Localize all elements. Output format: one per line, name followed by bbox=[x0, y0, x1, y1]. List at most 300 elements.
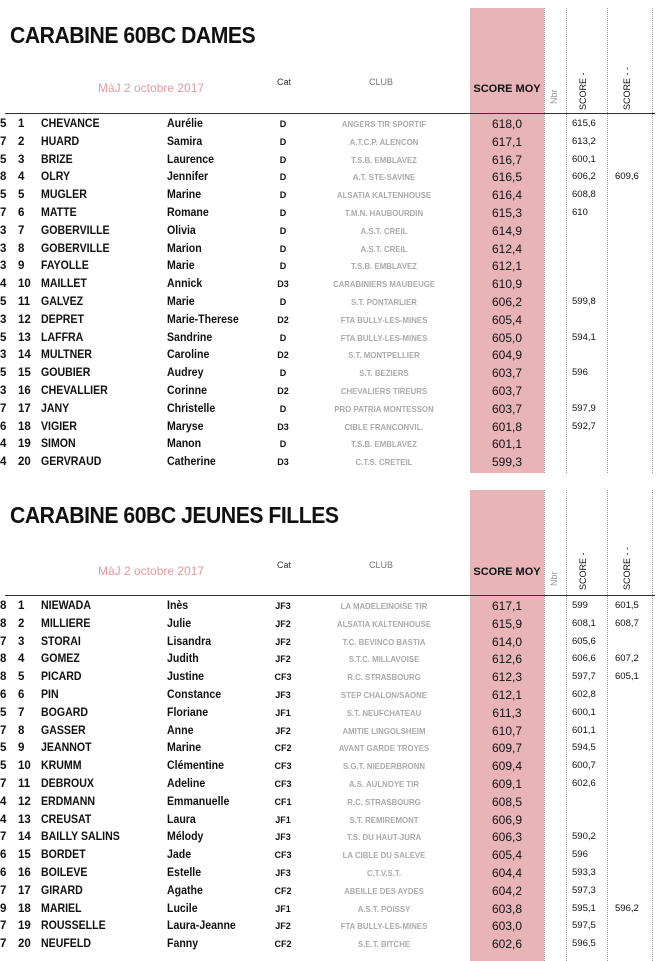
header-cat: Cat bbox=[277, 560, 292, 570]
table-row bbox=[0, 240, 660, 258]
header-divider bbox=[5, 113, 655, 114]
rank-cell: 2 bbox=[18, 135, 25, 148]
first-name-cell: Christelle bbox=[167, 402, 216, 415]
first-name-cell: Sandrine bbox=[167, 331, 213, 344]
category-cell: JF1 bbox=[275, 903, 291, 914]
last-name-cell: FAYOLLE bbox=[41, 260, 89, 273]
first-name-cell: Marine bbox=[167, 189, 202, 202]
last-name-cell: GOMEZ bbox=[41, 653, 80, 666]
first-name-cell: Judith bbox=[167, 653, 199, 666]
count-cell: 5 bbox=[0, 295, 7, 308]
average-score-cell: 609,7 bbox=[491, 741, 523, 756]
club-cell: A.S. AULNOYE TIR bbox=[348, 778, 420, 789]
last-name-cell: DEBROUX bbox=[41, 777, 94, 790]
score-1-cell: 602,6 bbox=[572, 777, 596, 789]
rank-cell: 15 bbox=[18, 849, 31, 862]
category-cell: D bbox=[279, 225, 287, 236]
count-cell: 7 bbox=[0, 920, 7, 933]
table-row bbox=[0, 686, 660, 704]
average-score-cell: 618,0 bbox=[491, 117, 523, 131]
last-name-cell: MULTNER bbox=[41, 349, 92, 362]
table-row bbox=[0, 917, 660, 935]
last-name-cell: LAFFRA bbox=[41, 331, 84, 344]
count-cell: 3 bbox=[0, 242, 7, 255]
club-cell: ALSATIA KALTENHOUSE bbox=[336, 190, 432, 201]
last-name-cell: GASSER bbox=[41, 724, 86, 737]
club-cell: T.S.B. EMBLAVEZ bbox=[351, 154, 417, 165]
count-cell: 4 bbox=[0, 278, 7, 291]
first-name-cell: Fanny bbox=[167, 938, 199, 951]
table-row bbox=[0, 900, 660, 918]
club-cell: T.S.B. EMBLAVEZ bbox=[351, 439, 417, 450]
last-name-cell: JANY bbox=[41, 402, 70, 415]
club-cell: CIBLE FRANCONVIL. bbox=[344, 421, 424, 432]
last-name-cell: GALVEZ bbox=[41, 295, 84, 308]
club-cell: ALSATIA KALTENHOUSE bbox=[336, 618, 432, 629]
table-row bbox=[0, 346, 660, 364]
club-cell: S.T.C. MILLAVOISE bbox=[348, 654, 420, 665]
count-cell: 5 bbox=[0, 118, 7, 130]
category-cell: D bbox=[279, 119, 287, 129]
category-cell: CF2 bbox=[274, 939, 292, 950]
rank-cell: 9 bbox=[18, 260, 25, 273]
score-1-cell: 596 bbox=[572, 367, 588, 379]
club-cell: R.C. STRASBOURG bbox=[347, 672, 421, 683]
first-name-cell: Laura-Jeanne bbox=[167, 920, 236, 933]
last-name-cell: JEANNOT bbox=[41, 742, 92, 755]
first-name-cell: Maryse bbox=[167, 420, 204, 433]
score-2-cell: 609,6 bbox=[615, 171, 639, 183]
rank-cell: 16 bbox=[18, 384, 31, 397]
average-score-cell: 612,4 bbox=[491, 241, 523, 256]
club-cell: AVANT GARDE TROYES bbox=[338, 743, 430, 754]
rank-cell: 12 bbox=[18, 313, 31, 326]
category-cell: CF2 bbox=[274, 743, 292, 754]
count-cell: 3 bbox=[0, 313, 7, 326]
first-name-cell: Audrey bbox=[167, 367, 204, 380]
rank-cell: 13 bbox=[18, 813, 31, 826]
last-name-cell: DEPRET bbox=[41, 313, 84, 326]
average-score-cell: 609,1 bbox=[491, 776, 523, 791]
rank-cell: 4 bbox=[18, 653, 25, 666]
category-cell: CF3 bbox=[274, 778, 292, 789]
table-row bbox=[0, 739, 660, 757]
table-row bbox=[0, 222, 660, 240]
average-score-cell: 603,7 bbox=[491, 383, 523, 398]
last-name-cell: GOUBIER bbox=[41, 367, 91, 380]
rank-cell: 3 bbox=[18, 153, 25, 166]
first-name-cell: Caroline bbox=[167, 349, 210, 362]
table-row bbox=[0, 633, 660, 651]
first-name-cell: Lisandra bbox=[167, 635, 212, 648]
count-cell: 8 bbox=[0, 617, 7, 630]
last-name-cell: NIEWADA bbox=[41, 600, 91, 612]
rank-cell: 18 bbox=[18, 902, 31, 915]
rank-cell: 5 bbox=[18, 189, 25, 202]
last-name-cell: MATTE bbox=[41, 206, 77, 219]
club-cell: ABEILLE DES AYDES bbox=[344, 885, 424, 896]
table-row bbox=[0, 882, 660, 900]
first-name-cell: Lucile bbox=[167, 902, 198, 915]
score-1-cell: 602,8 bbox=[572, 688, 596, 700]
rank-cell: 17 bbox=[18, 884, 31, 897]
count-cell: 3 bbox=[0, 224, 7, 237]
table-row bbox=[0, 133, 660, 151]
club-cell: T.C. BEVINCO BASTIA bbox=[342, 636, 426, 647]
rank-cell: 10 bbox=[18, 760, 31, 773]
first-name-cell: Mélody bbox=[167, 831, 204, 844]
average-score-cell: 615,9 bbox=[491, 616, 523, 631]
table-row bbox=[0, 668, 660, 686]
category-cell: D bbox=[279, 154, 287, 165]
category-cell: JF1 bbox=[275, 707, 291, 718]
category-cell: D bbox=[279, 296, 287, 307]
last-name-cell: GOBERVILLE bbox=[41, 242, 110, 255]
first-name-cell: Agathe bbox=[167, 884, 203, 897]
category-cell: JF2 bbox=[275, 725, 291, 736]
average-score-cell: 601,1 bbox=[491, 437, 523, 452]
table-row bbox=[0, 364, 660, 382]
rank-cell: 20 bbox=[18, 938, 31, 951]
first-name-cell: Estelle bbox=[167, 866, 202, 879]
club-cell: LA CIBLE DU SALEVE bbox=[342, 850, 426, 861]
rank-cell: 3 bbox=[18, 635, 25, 648]
club-cell: A.S.T. POISSY bbox=[357, 903, 411, 914]
count-cell: 7 bbox=[0, 402, 7, 415]
first-name-cell: Corinne bbox=[167, 384, 207, 397]
rank-cell: 12 bbox=[18, 795, 31, 808]
category-cell: CF1 bbox=[274, 796, 292, 807]
score-1-cell: 593,3 bbox=[572, 866, 596, 878]
table-row bbox=[0, 329, 660, 347]
category-cell: D bbox=[279, 172, 287, 183]
table-row bbox=[0, 435, 660, 453]
last-name-cell: MARIEL bbox=[41, 902, 82, 915]
last-name-cell: BOILEVE bbox=[41, 866, 88, 879]
club-cell: FTA BULLY-LES-MINES bbox=[340, 921, 428, 932]
first-name-cell: Floriane bbox=[167, 706, 209, 719]
header-score-1: SCORE - bbox=[578, 552, 588, 590]
average-score-cell: 605,0 bbox=[491, 330, 523, 345]
last-name-cell: GERVRAUD bbox=[41, 456, 102, 469]
table-row bbox=[0, 864, 660, 882]
score-1-cell: 596,5 bbox=[572, 938, 596, 950]
count-cell: 6 bbox=[0, 849, 7, 862]
header-nbr: Nbr bbox=[549, 89, 559, 104]
count-cell: 8 bbox=[0, 600, 7, 612]
table-row bbox=[0, 650, 660, 668]
last-name-cell: ERDMANN bbox=[41, 795, 96, 808]
average-score-cell: 617,1 bbox=[491, 599, 523, 613]
average-score-cell: 603,0 bbox=[491, 919, 523, 934]
count-cell: 5 bbox=[0, 367, 7, 380]
count-cell: 5 bbox=[0, 331, 7, 344]
category-cell: CF2 bbox=[274, 885, 292, 896]
table-row bbox=[0, 775, 660, 793]
count-cell: 6 bbox=[0, 866, 7, 879]
rank-cell: 7 bbox=[18, 706, 25, 719]
average-score-cell: 610,9 bbox=[491, 277, 523, 292]
average-score-cell: 608,5 bbox=[491, 794, 523, 809]
rank-cell: 13 bbox=[18, 331, 31, 344]
first-name-cell: Constance bbox=[167, 688, 222, 701]
category-cell: D bbox=[279, 368, 287, 379]
average-score-cell: 616,5 bbox=[491, 170, 523, 185]
rank-cell: 19 bbox=[18, 438, 31, 451]
category-cell: D bbox=[279, 261, 287, 272]
category-cell: CF3 bbox=[274, 761, 292, 772]
table-row bbox=[0, 615, 660, 633]
first-name-cell: Olivia bbox=[167, 224, 196, 237]
count-cell: 6 bbox=[0, 420, 7, 433]
score-1-cell: 600,7 bbox=[572, 760, 596, 772]
category-cell: D bbox=[279, 207, 287, 218]
last-name-cell: STORAI bbox=[41, 635, 81, 648]
average-score-cell: 605,4 bbox=[491, 312, 523, 327]
score-2-cell: 601,5 bbox=[615, 600, 639, 611]
table-row bbox=[0, 115, 660, 133]
average-score-cell: 617,1 bbox=[491, 134, 523, 149]
score-1-cell: 600,1 bbox=[572, 153, 596, 165]
count-cell: 4 bbox=[0, 456, 7, 469]
first-name-cell: Marine bbox=[167, 742, 202, 755]
count-cell: 7 bbox=[0, 206, 7, 219]
club-cell: A.S.T. CREIL bbox=[360, 243, 408, 254]
table-row bbox=[0, 257, 660, 275]
last-name-cell: CHEVALLIER bbox=[41, 384, 108, 397]
table-row bbox=[0, 453, 660, 471]
rank-cell: 2 bbox=[18, 617, 25, 630]
average-score-cell: 612,3 bbox=[491, 670, 523, 685]
average-score-cell: 601,8 bbox=[491, 419, 523, 434]
average-score-cell: 606,3 bbox=[491, 830, 523, 845]
rank-cell: 14 bbox=[18, 831, 31, 844]
count-cell: 5 bbox=[0, 706, 7, 719]
table-row bbox=[0, 757, 660, 775]
table-row bbox=[0, 846, 660, 864]
club-cell: CARABINIERS MAUBEUGE bbox=[332, 279, 436, 290]
table-row bbox=[0, 275, 660, 293]
club-cell: PRO PATRIA MONTESSON bbox=[334, 403, 434, 414]
rank-cell: 16 bbox=[18, 866, 31, 879]
rank-cell: 6 bbox=[18, 688, 25, 701]
rank-cell: 11 bbox=[18, 777, 31, 790]
table-row bbox=[0, 935, 660, 953]
category-cell: JF2 bbox=[275, 618, 291, 629]
update-date: MàJ 2 octobre 2017 bbox=[98, 564, 205, 578]
rank-cell: 9 bbox=[18, 742, 25, 755]
score-1-cell: 595,1 bbox=[572, 902, 596, 914]
score-1-cell: 608,8 bbox=[572, 189, 596, 201]
average-score-cell: 604,2 bbox=[491, 883, 523, 898]
section-title: CARABINE 60BC DAMES bbox=[10, 22, 256, 48]
first-name-cell: Marie bbox=[167, 295, 195, 308]
score-1-cell: 599,8 bbox=[572, 295, 596, 307]
category-cell: CF3 bbox=[274, 850, 292, 861]
average-score-cell: 604,9 bbox=[491, 348, 523, 363]
category-cell: D3 bbox=[277, 457, 289, 468]
last-name-cell: GOBERVILLE bbox=[41, 224, 110, 237]
last-name-cell: CREUSAT bbox=[41, 813, 92, 826]
first-name-cell: Marion bbox=[167, 242, 202, 255]
count-cell: 9 bbox=[0, 902, 7, 915]
count-cell: 6 bbox=[0, 688, 7, 701]
last-name-cell: ROUSSELLE bbox=[41, 920, 106, 933]
category-cell: JF3 bbox=[275, 601, 291, 611]
rank-cell: 1 bbox=[18, 118, 25, 130]
rank-cell: 11 bbox=[18, 295, 31, 308]
first-name-cell: Laura bbox=[167, 813, 196, 826]
category-cell: JF2 bbox=[275, 654, 291, 665]
last-name-cell: BOGARD bbox=[41, 706, 89, 719]
count-cell: 4 bbox=[0, 795, 7, 808]
rank-cell: 17 bbox=[18, 402, 31, 415]
average-score-cell: 615,3 bbox=[491, 205, 523, 220]
count-cell: 4 bbox=[0, 813, 7, 826]
header-score-1: SCORE - bbox=[578, 72, 588, 110]
table-row bbox=[0, 168, 660, 186]
table-row bbox=[0, 382, 660, 400]
score-1-cell: 605,6 bbox=[572, 635, 596, 647]
average-score-cell: 606,2 bbox=[491, 294, 523, 309]
score-1-cell: 606,2 bbox=[572, 171, 596, 183]
count-cell: 3 bbox=[0, 384, 7, 397]
header-score: SCORE MOY bbox=[473, 83, 541, 95]
count-cell: 8 bbox=[0, 171, 7, 184]
score-1-cell: 599 bbox=[572, 600, 588, 611]
table-row bbox=[0, 293, 660, 311]
table-row bbox=[0, 418, 660, 436]
score-1-cell: 597,9 bbox=[572, 402, 596, 414]
table-row bbox=[0, 793, 660, 811]
rank-cell: 20 bbox=[18, 456, 31, 469]
average-score-cell: 605,4 bbox=[491, 848, 523, 863]
club-cell: CHEVALIERS TIREURS bbox=[340, 385, 428, 396]
last-name-cell: NEUFELD bbox=[41, 938, 91, 951]
category-cell: JF2 bbox=[275, 921, 291, 932]
first-name-cell: Marie bbox=[167, 260, 195, 273]
score-1-cell: 615,6 bbox=[572, 118, 596, 129]
club-cell: LA MADELEINOISE TIR bbox=[340, 601, 428, 611]
club-cell: T.S. DU HAUT-JURA bbox=[346, 832, 422, 843]
first-name-cell: Emmanuelle bbox=[167, 795, 230, 808]
table-row bbox=[0, 811, 660, 829]
count-cell: 7 bbox=[0, 635, 7, 648]
average-score-cell: 611,3 bbox=[492, 705, 522, 720]
category-cell: JF1 bbox=[275, 814, 291, 825]
last-name-cell: GIRARD bbox=[41, 884, 83, 897]
club-cell: R.C. STRASBOURG bbox=[347, 796, 421, 807]
ranking-rows bbox=[0, 597, 660, 953]
last-name-cell: MILLIERE bbox=[41, 617, 91, 630]
rank-cell: 5 bbox=[18, 671, 25, 684]
average-score-cell: 602,6 bbox=[491, 937, 523, 952]
update-date: MàJ 2 octobre 2017 bbox=[98, 81, 205, 95]
score-1-cell: 597,3 bbox=[572, 884, 596, 896]
club-cell: A.T. STE-SAVINE bbox=[352, 172, 416, 183]
first-name-cell: Adeline bbox=[167, 777, 206, 790]
count-cell: 7 bbox=[0, 884, 7, 897]
table-row bbox=[0, 400, 660, 418]
category-cell: D3 bbox=[277, 421, 289, 432]
category-cell: D bbox=[279, 243, 287, 254]
category-cell: D2 bbox=[277, 385, 289, 396]
first-name-cell: Jennifer bbox=[167, 171, 209, 184]
count-cell: 5 bbox=[0, 153, 7, 166]
table-row bbox=[0, 722, 660, 740]
average-score-cell: 612,6 bbox=[491, 652, 523, 667]
average-score-cell: 610,7 bbox=[491, 723, 523, 738]
category-cell: JF2 bbox=[275, 636, 291, 647]
category-cell: D bbox=[279, 332, 287, 343]
ranking-section-jeunes-filles bbox=[0, 480, 660, 961]
count-cell: 7 bbox=[0, 831, 7, 844]
rank-cell: 8 bbox=[18, 242, 25, 255]
score-1-cell: 613,2 bbox=[572, 135, 596, 147]
rank-cell: 4 bbox=[18, 171, 25, 184]
score-2-cell: 607,2 bbox=[615, 653, 639, 665]
first-name-cell: Manon bbox=[167, 438, 202, 451]
header-score-2: SCORE - - bbox=[622, 546, 632, 590]
count-cell: 7 bbox=[0, 777, 7, 790]
score-1-cell: 601,1 bbox=[572, 724, 596, 736]
category-cell: D bbox=[279, 136, 287, 147]
category-cell: JF3 bbox=[275, 689, 291, 700]
header-club: CLUB bbox=[369, 77, 394, 87]
rank-cell: 1 bbox=[18, 600, 25, 612]
first-name-cell: Inès bbox=[167, 600, 189, 612]
score-1-cell: 594,1 bbox=[572, 331, 596, 343]
first-name-cell: Aurélie bbox=[167, 118, 203, 130]
average-score-cell: 609,4 bbox=[491, 759, 523, 774]
score-1-cell: 606,6 bbox=[572, 653, 596, 665]
average-score-cell: 599,3 bbox=[491, 455, 523, 470]
table-row bbox=[0, 311, 660, 329]
category-cell: D2 bbox=[277, 314, 289, 325]
rank-cell: 7 bbox=[18, 224, 25, 237]
score-2-cell: 596,2 bbox=[615, 902, 639, 914]
club-cell: S.E.T. BITCHE bbox=[357, 939, 411, 950]
count-cell: 7 bbox=[0, 938, 7, 951]
last-name-cell: VIGIER bbox=[41, 420, 77, 433]
club-cell: S.T. NEUFCHATEAU bbox=[346, 707, 422, 718]
header-score-2: SCORE - - bbox=[622, 66, 632, 110]
header-nbr: Nbr bbox=[549, 571, 559, 586]
category-cell: JF3 bbox=[275, 867, 291, 878]
last-name-cell: PICARD bbox=[41, 671, 82, 684]
first-name-cell: Julie bbox=[167, 617, 192, 630]
category-cell: D bbox=[279, 190, 287, 201]
club-cell: FTA BULLY-LES-MINES bbox=[340, 332, 428, 343]
club-cell: S.G.T. NIEDERBRONN bbox=[342, 761, 426, 772]
count-cell: 7 bbox=[0, 724, 7, 737]
first-name-cell: Marie-Therese bbox=[167, 313, 239, 326]
club-cell: C.T.S. CRETEIL bbox=[355, 457, 413, 468]
count-cell: 8 bbox=[0, 653, 7, 666]
score-1-cell: 597,7 bbox=[572, 671, 596, 683]
average-score-cell: 612,1 bbox=[491, 687, 523, 702]
header-cat: Cat bbox=[277, 77, 292, 87]
rank-cell: 19 bbox=[18, 920, 31, 933]
club-cell: FTA BULLY-LES-MINES bbox=[340, 314, 428, 325]
first-name-cell: Justine bbox=[167, 671, 205, 684]
count-cell: 3 bbox=[0, 349, 7, 362]
category-cell: JF3 bbox=[275, 832, 291, 843]
score-2-cell: 605,1 bbox=[615, 671, 639, 683]
club-cell: S.T. MONTPELLIER bbox=[348, 350, 420, 361]
first-name-cell: Clémentine bbox=[167, 760, 225, 773]
score-2-cell: 608,7 bbox=[615, 617, 639, 629]
